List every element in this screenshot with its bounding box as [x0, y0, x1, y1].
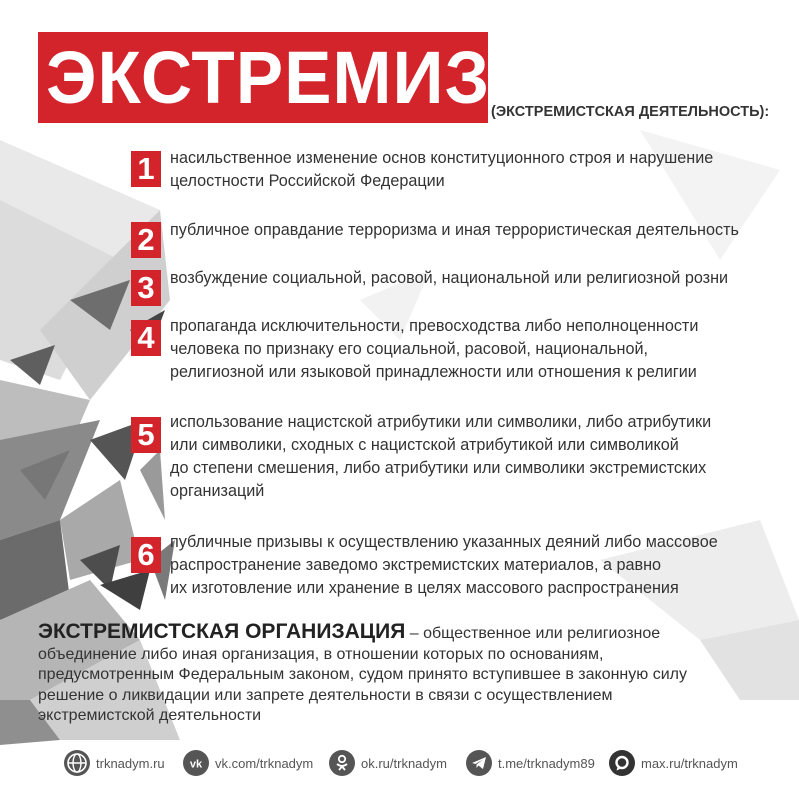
footer-link-ok[interactable] [329, 748, 447, 778]
footer-link-telegram[interactable] [466, 748, 595, 778]
ok-icon [329, 750, 355, 776]
svg-text:vk: vk [189, 758, 203, 771]
item-number: 4 [131, 320, 161, 356]
telegram-icon [466, 750, 492, 776]
vk-icon [183, 750, 209, 776]
item-text: использование нацистской атрибутики или символики, либо атрибутики или символики, сходных с нацистской атрибутикой или символикой до степени смешения, либо атрибутики или символики экстремистских организаций [170, 413, 712, 500]
footer-links [0, 748, 799, 778]
max-icon [609, 750, 635, 776]
page-subtitle: (ЭКСТРЕМИСТСКАЯ ДЕЯТЕЛЬНОСТЬ): [491, 104, 770, 120]
item-number: 5 [131, 417, 161, 453]
item-number: 1 [131, 151, 161, 187]
footer-link-vk[interactable] [183, 748, 313, 778]
item-number: 3 [131, 270, 161, 306]
organization-text: общественное или религиозное объединение либо иная организация, в отношении которых по основаниям, предусмотренным Федеральным законом, судом принято вступившее в законную силу решение о ликвидации или запрете деятельности в связи с осуществлением экстремистской деятельности [38, 625, 687, 724]
item-text: публичное оправдание терроризма и иная террористическая деятельность [170, 221, 739, 239]
item-text: насильственное изменение основ конституционного строя и нарушение целостности Российской Федерации [170, 149, 714, 190]
footer-link-label: ok.ru/trknadym [361, 755, 447, 771]
item-number: 6 [131, 537, 161, 573]
organization-title: ЭКСТРЕМИСТСКАЯ ОРГАНИЗАЦИЯ [38, 620, 406, 643]
organization-definition [38, 622, 768, 727]
footer-link-max[interactable] [609, 748, 738, 778]
item-text: публичные призывы к осуществлению указанных деяний либо массовое распространение заведомо экстремистских материалов, а равно их изготовление или хранение в целях массового распространения [170, 533, 718, 597]
footer-link-site[interactable] [64, 748, 165, 778]
footer-link-label: trknadym.ru [96, 755, 165, 771]
footer-link-label: max.ru/trknadym [641, 755, 738, 771]
footer-link-label: vk.com/trknadym [215, 755, 314, 771]
footer-link-label: t.me/trknadym89 [498, 755, 595, 771]
globe-icon [64, 750, 90, 776]
item-text: возбуждение социальной, расовой, национальной или религиозной розни [170, 269, 729, 287]
item-number: 2 [131, 222, 161, 258]
item-text: пропаганда исключительности, превосходства либо неполноценности человека по признаку его социальной, расовой, национальной, религиозной или языковой принадлежности или отношения к религии [170, 317, 699, 381]
organization-dash: – [405, 625, 424, 642]
page-title: ЭКСТРЕМИЗМ [46, 36, 551, 119]
